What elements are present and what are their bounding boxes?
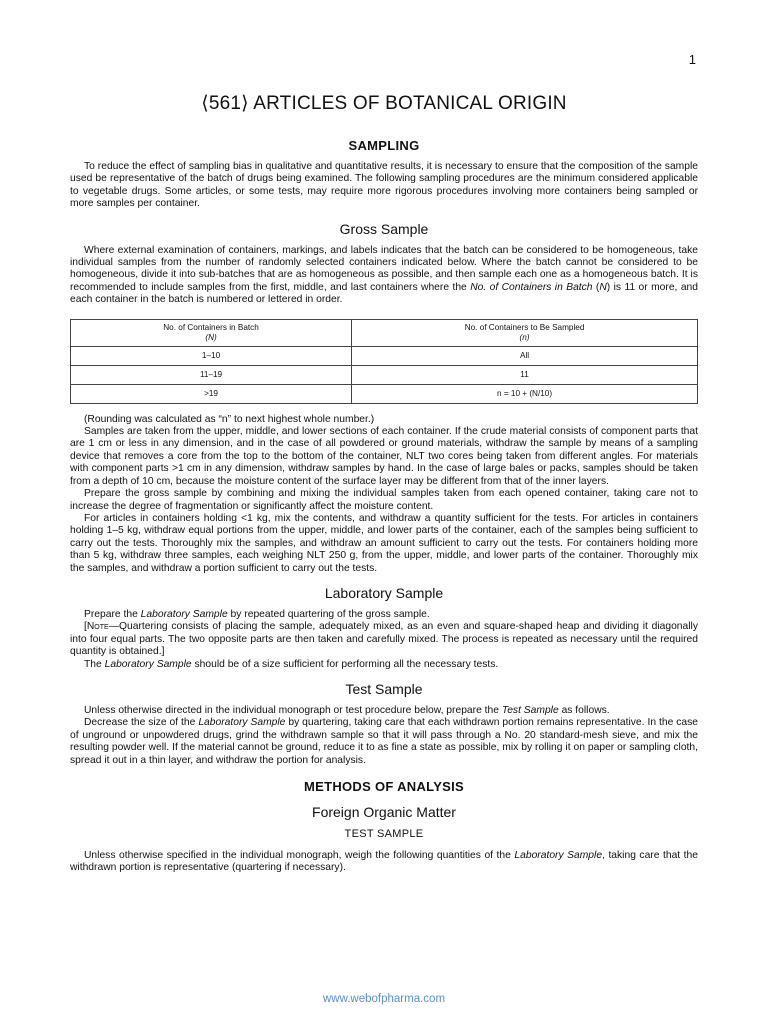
test-sample-heading: Test Sample [345, 680, 423, 697]
sampling-intro-paragraph: To reduce the effect of sampling bias in qualitative and quantitative results, it is necessary to ensure that the composition of the sample used be representative of the batch of drugs being examined. The following sampling procedures are the minimum considered applicable to vegetable drugs. Some articles, or some tests, may require more rigorous procedures involving more containers being sampled or more samples per container. [70, 161, 698, 210]
table-cell: >19 [71, 384, 352, 403]
sampling-table [70, 319, 698, 404]
gross-sample-paragraph-2: Samples are taken from the upper, middle, and lower sections of each container. If the crude material consists of component parts that are 1 cm or less in any dimension, and in the case of all powdered or ground materials, withdraw the sample by means of a sampling device that removes a core from the top to the bottom of the container, NLT two cores being taken from different angles. For materials with component parts >1 cm in any dimension, withdraw samples by hand. In the case of large bales or packs, samples should be taken from a depth of 10 cm, because the moisture content of the surface layer may be different from that of the inner layers. [70, 426, 698, 487]
table-cell: 11 [352, 365, 698, 384]
table-cell: n = 10 + (N/10) [352, 384, 698, 403]
gross-sample-heading: Gross Sample [339, 220, 429, 237]
document-body [70, 138, 698, 875]
table-header-batch: No. of Containers in Batch (N) [71, 319, 352, 346]
laboratory-sample-paragraph-1: Prepare the Laboratory Sample by repeated quartering of the gross sample. [84, 608, 430, 620]
watermark-link[interactable]: www.webofpharma.com [322, 993, 446, 1005]
table-header-row [71, 319, 698, 346]
rounding-note: (Rounding was calculated as “n” to next highest whole number.) [84, 413, 375, 425]
test-sample-subheading: TEST SAMPLE [344, 828, 424, 840]
gross-sample-paragraph-4: For articles in containers holding <1 kg, mix the contents, and withdraw a quantity sufficient for the tests. For articles in containers holding 1–5 kg, withdraw equal portions from the upper, middle, and lower parts of the container, each of the samples being sufficient to carry out the tests. Thoroughly mix the samples, and withdraw an amount sufficient to carry out the tests. For containers holding more than 5 kg, withdraw three samples, each weighing NLT 250 g, from the upper, middle, and lower parts of the container. Thoroughly mix the samples, and withdraw a portion sufficient to carry out the tests. [70, 512, 698, 574]
gross-sample-paragraph-3: Prepare the gross sample by combining and mixing the individual samples taken from each opened container, taking care not to increase the degree of fragmentation or significantly affect the moisture content. [70, 488, 698, 512]
laboratory-sample-heading: Laboratory Sample [324, 584, 444, 601]
table-row [71, 346, 698, 365]
table-row [71, 384, 698, 403]
sampling-heading: SAMPLING [348, 138, 420, 153]
laboratory-sample-paragraph-3: The Laboratory Sample should be of a size sufficient for performing all the necessary tests. [84, 658, 499, 670]
table-cell: All [352, 346, 698, 365]
methods-heading: METHODS OF ANALYSIS [303, 779, 465, 794]
test-sample-paragraph-1: Unless otherwise directed in the individual monograph or test procedure below, prepare the Test Sample as follows. [84, 704, 610, 716]
table-header-sampled: No. of Containers to Be Sampled (n) [352, 319, 698, 346]
gross-sample-paragraph-1: Where external examination of containers, markings, and labels indicates that the batch can be considered to be homogeneous, take individual samples from the number of randomly selected containers indicated below. Where the batch cannot be considered to be homogeneous, divide it into sub-batches that are as homogeneous as possible, and then sample each one as a homogeneous batch. It is recommended to include samples from the first, middle, and last containers where the No. of Containers in Batch (N) is 11 or more, and each container in the batch is numbered or lettered in order. [70, 244, 698, 306]
laboratory-sample-note: [Note—Quartering consists of placing the sample, adequately mixed, as an even and square-shaped heap and dividing it diagonally into four equal parts. The two opposite parts are then taken and carefully mixed. The process is repeated as necessary until the required quantity is obtained.] [70, 621, 698, 658]
table-row [71, 365, 698, 384]
foreign-organic-matter-heading: Foreign Organic Matter [312, 804, 456, 820]
test-sample-paragraph-2: Decrease the size of the Laboratory Sample by quartering, taking care that each withdrawn portion remains representative. In the case of unground or unpowdered drugs, grind the withdrawn sample so that it will pass through a No. 20 standard-mesh sieve, and mix the resulting powder well. If the material cannot be ground, reduce it to as fine a state as possible, mix by rolling it on paper or sampling cloth, spread it out in a thin layer, and withdraw the portion for analysis. [70, 717, 698, 766]
table-cell: 11–19 [71, 365, 352, 384]
page-number: 1 [688, 52, 696, 67]
table-cell: 1–10 [71, 346, 352, 365]
methods-paragraph-1: Unless otherwise specified in the individual monograph, weigh the following quantities of the Laboratory Sample, taking care that the withdrawn portion is representative (quartering if necessary). [70, 850, 698, 874]
page-title: ⟨561⟩ ARTICLES OF BOTANICAL ORIGIN [201, 93, 567, 114]
